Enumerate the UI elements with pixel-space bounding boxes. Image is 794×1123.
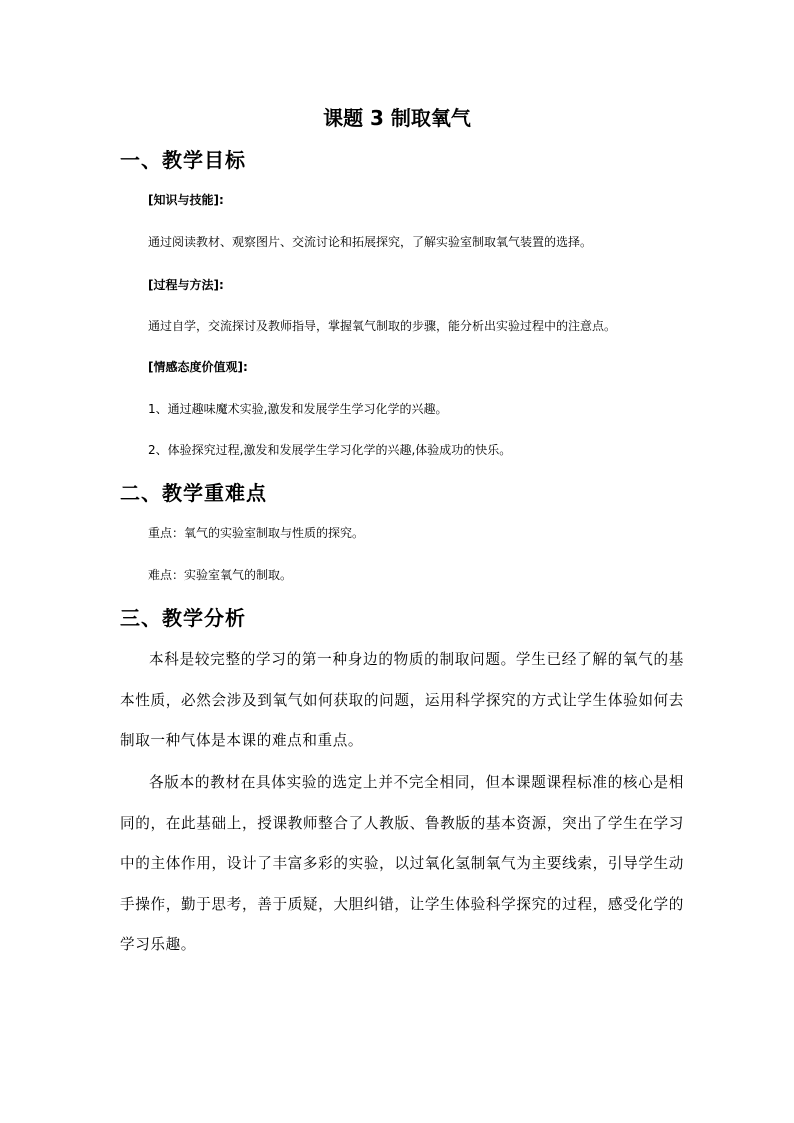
- knowledge-skills-text: 通过阅读教材、观察图片、交流讨论和拓展探究，了解实验室制取氧气装置的选择。: [148, 235, 593, 249]
- process-method-text: 通过自学，交流探讨及教师指导，掌握氧气制取的步骤，能分析出实验过程中的注意点。: [148, 319, 617, 333]
- analysis-paragraph-1: 本科是较完整的学习的第一种身边的物质的制取问题。学生已经了解的氧气的基本性质，必然会涉及到氧气如何获取的问题，运用科学探究的方式让学生体验如何去制取一种气体是本课的难点和重点。: [120, 651, 684, 749]
- analysis-paragraph-2: 各版本的教材在具体实验的选定上并不完全相同，但本课题课程标准的核心是相同的，在此基础上，授课教师整合了人教版、鲁教版的基本资源，突出了学生在学习中的主体作用，设计了丰富多彩的实验，以过氧化氢制氧气为主要线索，引导学生动手操作，勤于思考，善于质疑，大胆纠错，让学生体验科学探究的过程，感受化学的学习乐趣。: [120, 774, 684, 953]
- knowledge-skills-label: [知识与技能]:: [148, 193, 224, 207]
- emotion-values-label: [情感态度价值观]:: [148, 360, 248, 374]
- emotion-values-item-2: 2、体验探究过程,激发和发展学生学习化学的兴趣,体验成功的快乐。: [148, 443, 512, 457]
- document-title: 课题 3 制取氧气: [323, 106, 471, 130]
- section-heading-key-points: 二、教学重难点: [120, 481, 267, 505]
- process-method-label: [过程与方法]:: [148, 278, 224, 292]
- key-point-difficulty: 难点：实验室氧气的制取。: [148, 568, 293, 582]
- section-heading-objectives: 一、教学目标: [120, 148, 246, 172]
- emotion-values-item-1: 1、通过趣味魔术实验,激发和发展学生学习化学的兴趣。: [148, 402, 448, 416]
- key-point-focus: 重点：氧气的实验室制取与性质的探究。: [148, 526, 365, 540]
- section-heading-analysis: 三、教学分析: [120, 606, 246, 630]
